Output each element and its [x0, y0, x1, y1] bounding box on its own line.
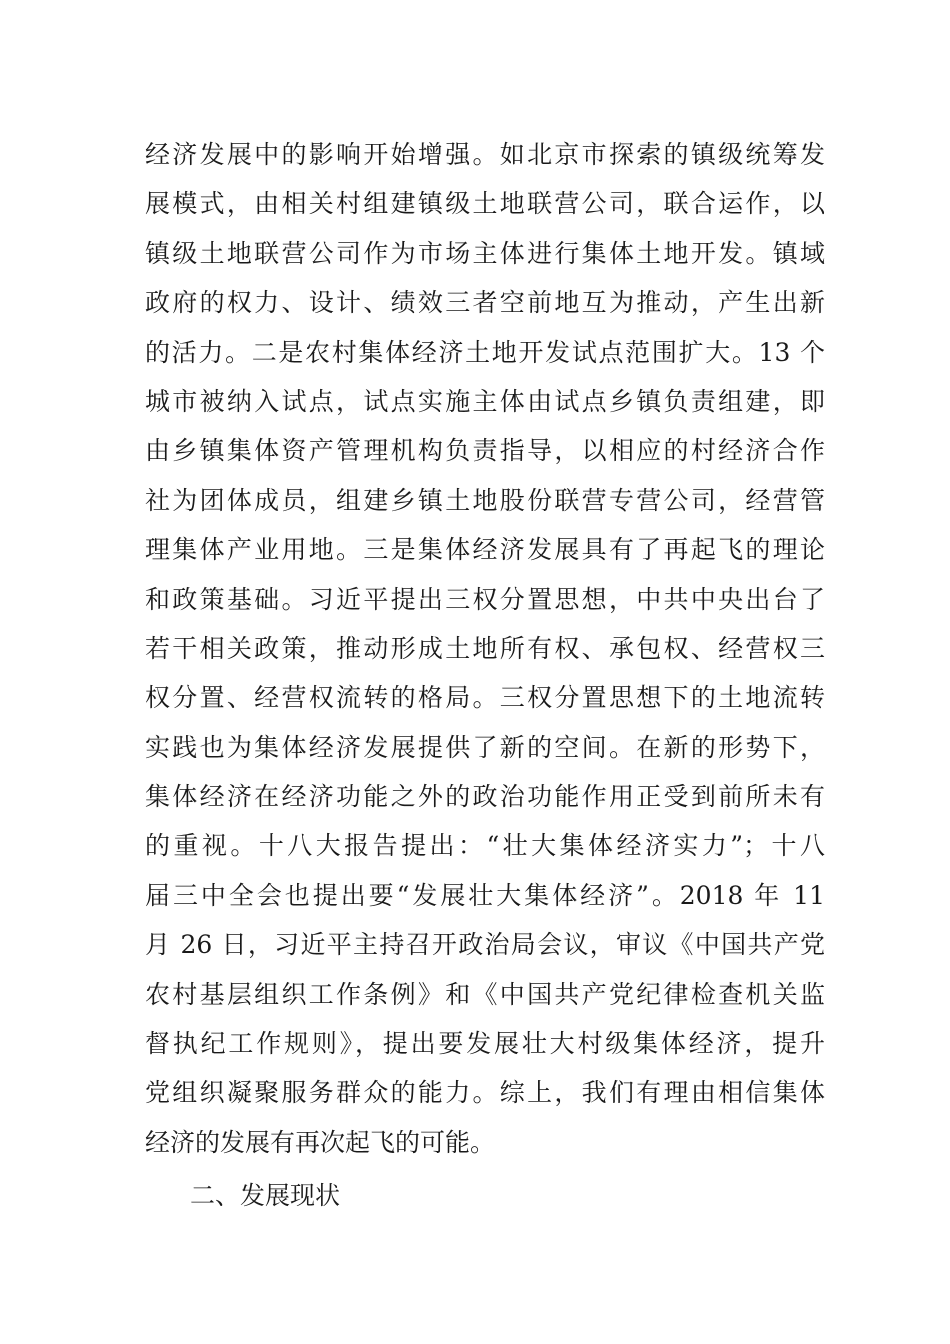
paragraph-line: 的活力。二是农村集体经济土地开发试点范围扩大。13 个 [145, 337, 825, 367]
paragraph-line: 届三中全会也提出要“发展壮大集体经济”。2018 年 11 [145, 880, 825, 910]
paragraph-line: 社为团体成员，组建乡镇土地股份联营专营公司，经营管 [145, 485, 825, 515]
paragraph-line: 实践也为集体经济发展提供了新的空间。在新的形势下， [145, 732, 825, 762]
paragraph-line: 经济的发展有再次起飞的可能。 [145, 1127, 496, 1157]
paragraph-line: 展模式，由相关村组建镇级土地联营公司，联合运作，以 [145, 189, 825, 219]
paragraph-line: 政府的权力、设计、绩效三者空前地互为推动，产生出新 [145, 288, 825, 318]
paragraph-line: 督执纪工作规则》，提出要发展壮大村级集体经济，提升 [145, 1029, 825, 1059]
section-heading: 二、发展现状 [190, 1181, 341, 1210]
paragraph-line: 的重视。十八大报告提出：“壮大集体经济实力”；十八 [145, 831, 825, 861]
paragraph-line: 若干相关政策，推动形成土地所有权、承包权、经营权三 [145, 633, 825, 663]
paragraph-line: 集体经济在经济功能之外的政治功能作用正受到前所未有 [145, 782, 825, 812]
paragraph-line: 月 26 日，习近平主持召开政治局会议，审议《中国共产党 [145, 930, 825, 960]
paragraph-line: 和政策基础。习近平提出三权分置思想，中共中央出台了 [145, 584, 825, 614]
paragraph-line: 城市被纳入试点，试点实施主体由试点乡镇负责组建，即 [145, 386, 825, 416]
paragraph-line: 镇级土地联营公司作为市场主体进行集体土地开发。镇域 [145, 238, 825, 268]
paragraph-line: 由乡镇集体资产管理机构负责指导，以相应的村经济合作 [145, 436, 825, 466]
paragraph-line: 农村基层组织工作条例》和《中国共产党纪律检查机关监 [145, 979, 825, 1009]
paragraph-line: 权分置、经营权流转的格局。三权分置思想下的土地流转 [145, 683, 825, 713]
paragraph-line: 理集体产业用地。三是集体经济发展具有了再起飞的理论 [145, 535, 825, 565]
body-paragraph [145, 130, 825, 1167]
paragraph-line: 党组织凝聚服务群众的能力。综上，我们有理由相信集体 [145, 1078, 825, 1108]
paragraph-line: 经济发展中的影响开始增强。如北京市探索的镇级统筹发 [145, 140, 825, 169]
